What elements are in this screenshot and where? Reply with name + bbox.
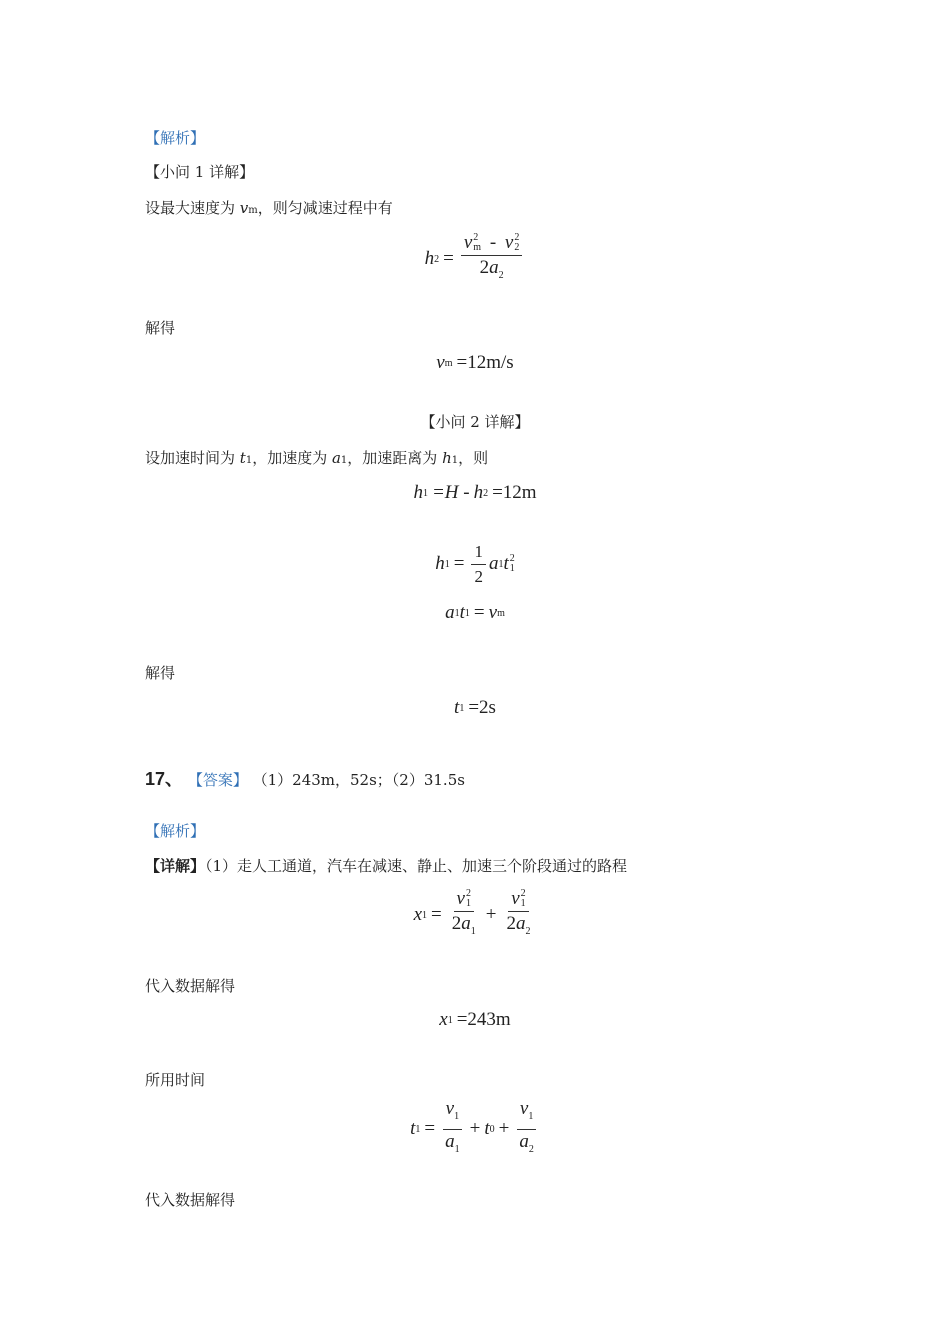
equation-max-speed: v m =12m/s [436, 352, 514, 373]
answer-text: （1）243m，52s；（2）31.5s [252, 771, 465, 789]
subquestion-1-title: 【小问 1 详解】 [145, 163, 255, 181]
subquestion-1-intro: 设最大速度为 vm，则匀减速过程中有 [145, 199, 393, 217]
solve-label-2: 解得 [145, 664, 176, 682]
time-used-label: 所用时间 [145, 1071, 206, 1089]
equation-distance-result: x 1 =243m [439, 1009, 511, 1030]
solve-label-1: 解得 [145, 319, 176, 337]
equation-kinematic-distance: h 1 = $\frac{1}{2}$ a 1 t 2 1 [435, 541, 515, 586]
detail-label: 【详解】 [145, 857, 206, 875]
equation-accel-distance: h 1 =H - h 2 =12m [413, 482, 537, 503]
analysis-label: 【解析】 [145, 129, 206, 147]
equation-manual-lane-distance: x 1 = v 2 1 $2a_1$ + v 2 1 $2a_2$ [413, 887, 531, 937]
detail-text: （1）走人工通道，汽车在减速、静止、加速三个阶段通过的路程 [205, 857, 628, 875]
question-17-answer [145, 767, 465, 792]
equation-accel-velocity: a 1 t 1 = v m [445, 602, 505, 623]
question-number: 17、 [145, 769, 184, 789]
analysis-label-17: 【解析】 [145, 822, 206, 840]
substitute-label-2: 代入数据解得 [145, 1191, 236, 1209]
equation-time-used: t 1 = $\frac{v_1}{a_1}$ + t 0 + $\frac{v_1}{a_2}$ [0, 1102, 950, 1156]
substitute-label-1: 代入数据解得 [145, 977, 236, 995]
detail-line [145, 856, 627, 876]
subquestion-2-title: 【小问 2 详解】 [420, 413, 530, 431]
subquestion-2-intro: 设加速时间为 t1，加速度为 a1，加速距离为 h1，则 [145, 449, 489, 467]
equation-deceleration: h 2 = v 2 m - v 2 2 $2a_2$ [0, 232, 950, 286]
answer-label: 【答案】 [187, 771, 248, 789]
equation-accel-time: t 1 =2s [454, 697, 496, 718]
